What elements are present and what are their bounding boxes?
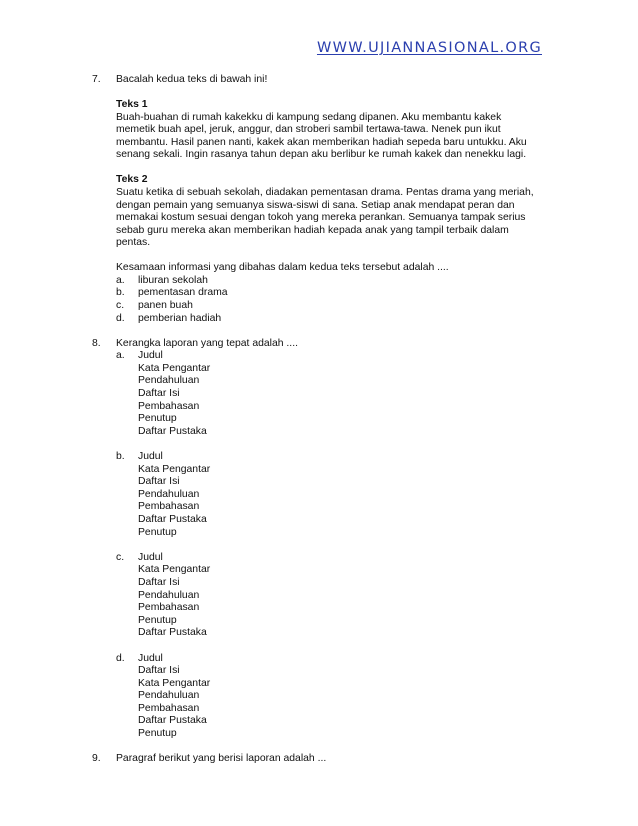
outline-item: Kata Pengantar (138, 564, 211, 576)
answer-option-d[interactable] (116, 313, 544, 326)
text-2-title: Teks 2 (116, 174, 148, 186)
outline-item: Kata Pengantar (138, 677, 211, 689)
outline-item: Judul (138, 652, 163, 664)
option-text: panen buah (138, 300, 193, 312)
outline-item: Penutup (138, 614, 177, 626)
site-watermark-link[interactable]: WWW.UJIANNASIONAL.ORG (316, 40, 542, 56)
outline-item: Pendahuluan (138, 690, 200, 702)
text-2-body (116, 187, 544, 250)
question-text: Kesamaan informasi yang dibahas dalam kedua teks tersebut adalah .... (116, 262, 449, 274)
outline-item: Daftar Pustaka (138, 425, 207, 437)
document-body (92, 74, 544, 766)
option-text: pemberian hadiah (138, 312, 222, 324)
text-line: memetik buah apel, jeruk, anggur, dan stroberi sambil tertawa-tawa. Nenek pun ikut (116, 124, 501, 136)
outline-item: Pembahasan (138, 602, 200, 614)
outline-item: Daftar Isi (138, 476, 180, 488)
option-letter: b. (116, 287, 125, 299)
text-1-title: Teks 1 (116, 98, 148, 110)
question-number: 7. (92, 74, 101, 85)
option-letter: d. (116, 652, 125, 664)
outline-item: Kata Pengantar (138, 463, 211, 475)
option-text: liburan sekolah (138, 274, 208, 286)
answer-option-a[interactable] (116, 275, 544, 288)
outline-item: Daftar Pustaka (138, 513, 207, 525)
outline-item: Daftar Isi (138, 576, 180, 588)
outline-item: Kata Pengantar (138, 362, 211, 374)
outline-item: Judul (138, 451, 163, 462)
answer-option-c[interactable] (116, 300, 544, 313)
outline-item: Pendahuluan (138, 589, 200, 601)
outline-item: Daftar Pustaka (138, 715, 207, 727)
option-letter: c. (116, 300, 125, 312)
outline-item: Pendahuluan (138, 488, 200, 500)
outline-item: Penutup (138, 728, 177, 740)
outline-item: Pembahasan (138, 400, 200, 412)
text-line: membantu. Hasil panen nanti, kakek akan memberikan hadiah sepeda baru untukku. Aku (116, 136, 527, 148)
outline-item: Judul (138, 350, 163, 362)
option-letter: b. (116, 451, 125, 462)
text-line: Buah-buahan di rumah kakekku di kampung sedang dipanen. Aku membantu kakek (116, 111, 502, 123)
option-letter: a. (116, 274, 125, 286)
text-line: pentas. (116, 237, 151, 249)
text-line: senang sekali. Ingin rasanya tahun depan aku berlibur ke rumah kakek dan nenekku lagi. (116, 149, 527, 161)
question-text: Kerangka laporan yang tepat adalah .... (116, 337, 298, 349)
answer-option-a[interactable] (116, 350, 544, 438)
answer-option-d[interactable] (116, 653, 544, 741)
question-7 (92, 74, 544, 325)
outline-item: Judul (138, 551, 163, 563)
answer-option-c[interactable] (116, 552, 544, 640)
outline-item: Daftar Pustaka (138, 627, 207, 639)
question-number: 8. (92, 337, 101, 349)
outline-item: Pembahasan (138, 702, 200, 714)
outline-item: Pendahuluan (138, 375, 200, 387)
outline-item: Daftar Isi (138, 388, 180, 400)
text-1-body (116, 112, 544, 162)
question-8 (92, 338, 544, 741)
outline-item: Penutup (138, 526, 177, 538)
text-line: dengan pemain yang semuanya siswa-siswi di sana. Setiap anak mendapat peran dan (116, 199, 515, 211)
outline-item: Daftar Isi (138, 665, 180, 677)
text-line: memakai kostum sesuai dengan tokoh yang mereka perankan. Semuanya tampak serius (116, 212, 526, 224)
answer-option-b[interactable] (116, 287, 544, 300)
option-letter: d. (116, 312, 125, 324)
question-9 (92, 753, 544, 766)
option-letter: c. (116, 551, 125, 563)
question-prompt: Bacalah kedua teks di bawah ini! (116, 74, 268, 85)
question-text: Paragraf berikut yang berisi laporan adalah ... (116, 753, 327, 765)
text-line: Suatu ketika di sebuah sekolah, diadakan pementasan drama. Pentas drama yang meriah, (116, 186, 534, 198)
answer-option-b[interactable] (116, 451, 544, 539)
option-text: pementasan drama (138, 287, 228, 299)
option-letter: a. (116, 350, 125, 362)
outline-item: Penutup (138, 413, 177, 425)
outline-item: Pembahasan (138, 501, 200, 513)
text-line: sebab guru mereka akan memberikan hadiah kepada anak yang tampil terbaik dalam (116, 224, 509, 236)
question-number: 9. (92, 753, 101, 765)
